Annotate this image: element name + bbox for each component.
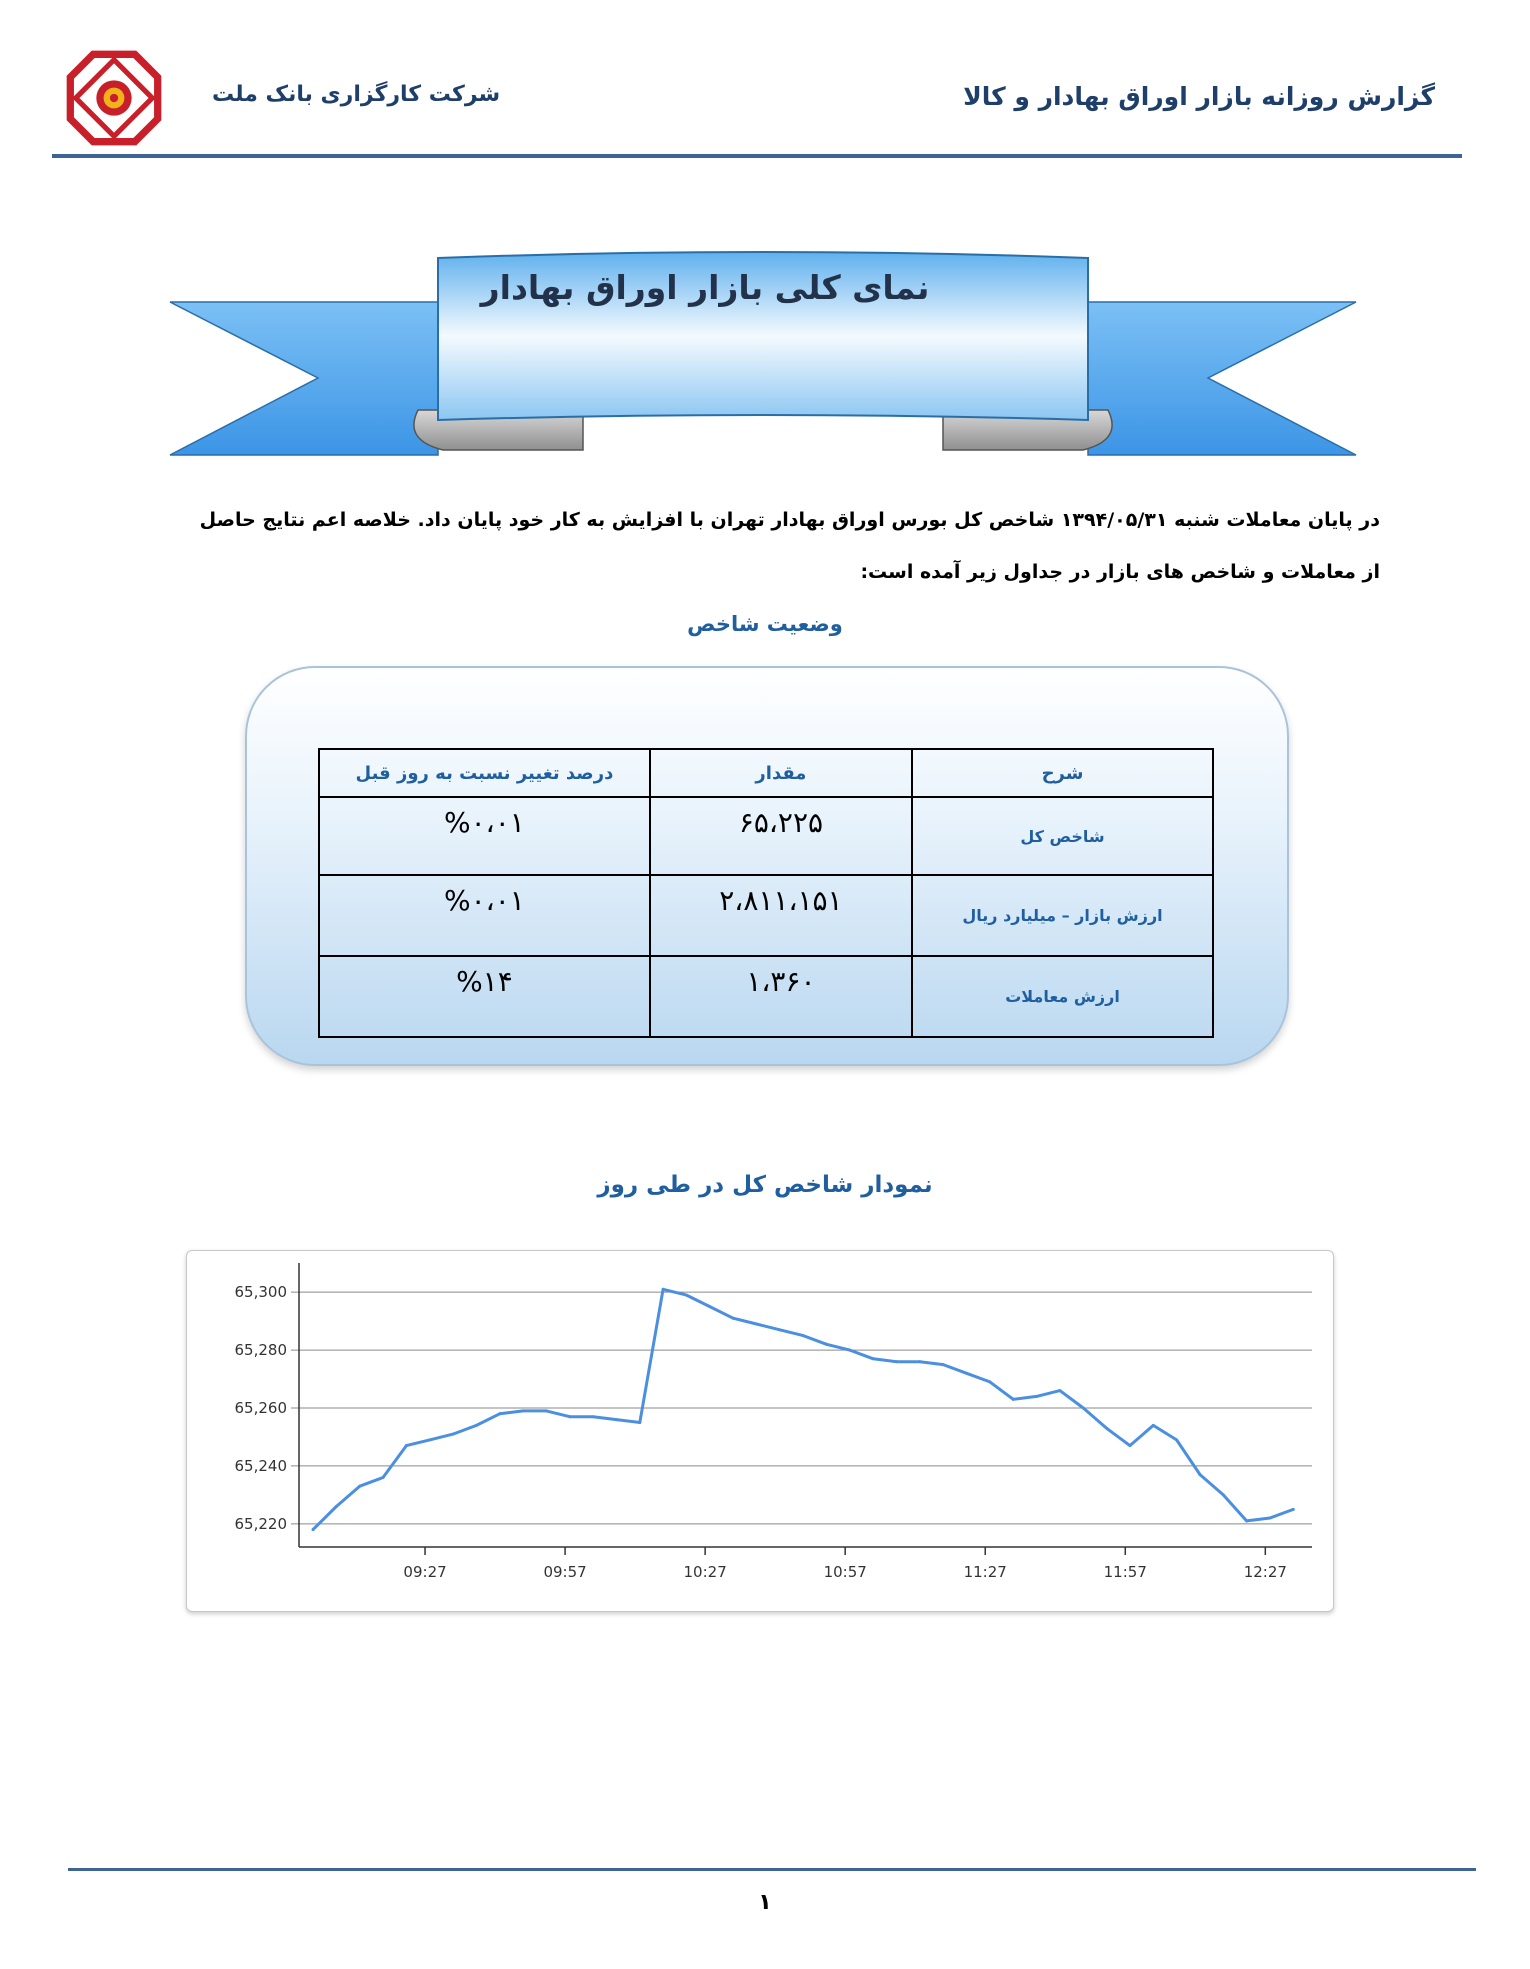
data-point (755, 1323, 758, 1326)
data-point (1082, 1407, 1085, 1410)
data-point (988, 1380, 991, 1383)
header-value: مقدار (650, 749, 912, 797)
data-point (1152, 1424, 1155, 1427)
row-value: ۲،۸۱۱،۱۵۱ (650, 875, 912, 956)
header-divider (52, 154, 1462, 158)
intro-line-2: از معاملات و شاخص های بازار در جداول زیر آمده است: (860, 561, 1380, 583)
table-header-row (319, 749, 1213, 797)
data-point (568, 1415, 571, 1418)
row-desc: ارزش بازار – میلیارد ریال (912, 875, 1213, 956)
data-point (662, 1288, 665, 1291)
x-tick-label: 10:57 (823, 1563, 867, 1581)
index-status-table (318, 748, 1214, 1038)
data-point (1198, 1473, 1201, 1476)
y-tick-label: 65,300 (234, 1283, 287, 1302)
report-title: گزارش روزانه بازار اوراق بهادار و کالا (963, 82, 1435, 111)
data-point (802, 1334, 805, 1337)
data-point (522, 1409, 525, 1412)
data-point (848, 1349, 851, 1352)
data-point (1245, 1519, 1248, 1522)
data-point (1268, 1517, 1271, 1520)
y-tick-label: 65,240 (234, 1456, 287, 1475)
data-point (1035, 1395, 1038, 1398)
index-status-title: وضعیت شاخص (687, 612, 843, 636)
data-point (918, 1360, 921, 1363)
data-point (615, 1418, 618, 1421)
row-desc: ارزش معاملات (912, 956, 1213, 1037)
x-tick-label: 11:57 (1103, 1563, 1147, 1581)
data-point (475, 1424, 478, 1427)
data-point (1222, 1493, 1225, 1496)
x-tick-label: 10:27 (683, 1563, 727, 1581)
index-series-line (313, 1289, 1293, 1529)
data-point (1105, 1427, 1108, 1430)
footer-divider (68, 1868, 1476, 1871)
data-point (312, 1528, 315, 1531)
x-tick-label: 09:27 (403, 1563, 447, 1581)
data-point (732, 1317, 735, 1320)
data-point (335, 1505, 338, 1508)
data-point (358, 1485, 361, 1488)
banner-title: نمای کلی بازار اوراق بهادار (480, 268, 930, 307)
data-point (685, 1294, 688, 1297)
data-point (1292, 1508, 1295, 1511)
data-point (498, 1412, 501, 1415)
intro-paragraph (140, 494, 1380, 598)
y-tick-label: 65,220 (234, 1514, 287, 1533)
row-change: %۱۴ (319, 956, 650, 1037)
row-value: ۶۵،۲۲۵ (650, 797, 912, 875)
data-point (1012, 1398, 1015, 1401)
data-point (452, 1433, 455, 1436)
data-point (428, 1438, 431, 1441)
data-point (825, 1343, 828, 1346)
data-point (895, 1360, 898, 1363)
data-point (405, 1444, 408, 1447)
row-desc: شاخص کل (912, 797, 1213, 875)
index-line-chart (187, 1251, 1333, 1611)
bank-mellat-logo (62, 46, 166, 150)
data-point (872, 1357, 875, 1360)
x-tick-label: 12:27 (1243, 1563, 1287, 1581)
y-tick-label: 65,260 (234, 1399, 287, 1417)
data-point (708, 1305, 711, 1308)
data-point (1128, 1444, 1131, 1447)
x-tick-label: 11:27 (963, 1563, 1007, 1581)
data-point (1175, 1438, 1178, 1441)
data-point (638, 1421, 641, 1424)
row-change: %۰،۰۱ (319, 797, 650, 875)
chart-section-title: نمودار شاخص کل در طی روز (597, 1172, 933, 1198)
company-name: شرکت کارگزاری بانک ملت (212, 82, 501, 107)
index-chart-frame (186, 1250, 1334, 1612)
x-tick-label: 09:57 (543, 1563, 587, 1581)
header-change: درصد تغییر نسبت به روز قبل (319, 749, 650, 797)
data-point (592, 1415, 595, 1418)
data-point (965, 1372, 968, 1375)
page-number: ۱ (758, 1890, 772, 1915)
data-point (382, 1476, 385, 1479)
intro-line-1: در پایان معاملات شنبه ۱۳۹۴/۰۵/۳۱ شاخص کل بورس اوراق بهادار تهران با افزایش به کار خود پایان داد. خلاصه اعم نتایج حاصل (199, 509, 1380, 531)
table-row (319, 797, 1213, 875)
row-change: %۰،۰۱ (319, 875, 650, 956)
data-point (1058, 1389, 1061, 1392)
table-row (319, 875, 1213, 956)
row-value: ۱،۳۶۰ (650, 956, 912, 1037)
data-point (778, 1328, 781, 1331)
header-desc: شرح (912, 749, 1213, 797)
data-point (545, 1409, 548, 1412)
table-row (319, 956, 1213, 1037)
data-point (942, 1363, 945, 1366)
y-tick-label: 65,280 (234, 1341, 287, 1360)
